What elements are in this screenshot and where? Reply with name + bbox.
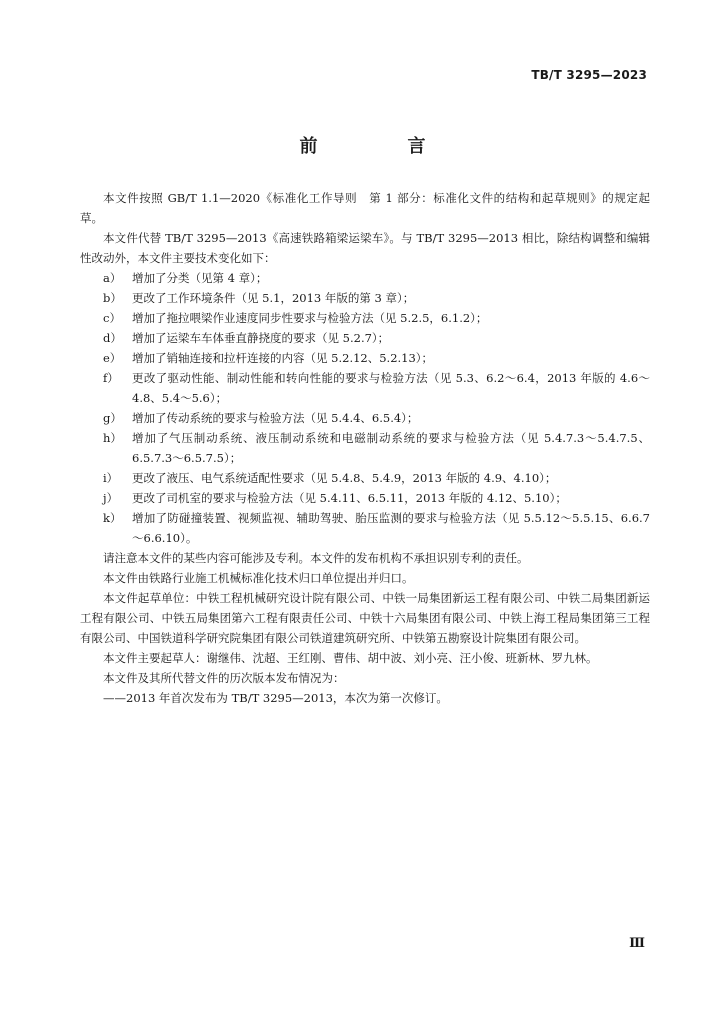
list-item-text: 增加了销轴连接和拉杆连接的内容（见 5.2.12、5.2.13）； (132, 351, 434, 365)
list-marker: j） (103, 491, 119, 505)
paragraph-drafting-units: 本文件起草单位：中铁工程机械研究设计院有限公司、中铁一局集团新运工程有限公司、中铁二局集团新运工程有限公司、中铁五局集团第六工程有限责任公司、中铁十六局集团有限公司、中铁上海工程局集团第三工程有限公司、中国铁道科学研究院集团有限公司铁道建筑研究所、中铁第五勘察设计院集团有限公司。 (80, 591, 650, 645)
list-item-text: 更改了司机室的要求与检验方法（见 5.4.11、6.5.11，2013 年版的 4.12、5.10）； (132, 491, 567, 505)
list-item (80, 468, 650, 488)
list-item (80, 368, 650, 408)
list-marker: d） (103, 331, 122, 345)
list-marker: h） (103, 431, 122, 445)
list-marker: k） (103, 511, 122, 525)
paragraph-patent-notice: 请注意本文件的某些内容可能涉及专利。本文件的发布机构不承担识别专利的责任。 (103, 551, 529, 565)
list-item (80, 428, 650, 468)
paragraph-history-line: ——2013 年首次发布为 TB/T 3295—2013，本次为第一次修订。 (103, 691, 448, 705)
list-item (80, 308, 650, 328)
list-item-text: 增加了运梁车车体垂直静挠度的要求（见 5.2.7）； (132, 331, 390, 345)
list-item (80, 348, 650, 368)
list-item-text: 增加了防碰撞装置、视频监视、辅助驾驶、胎压监测的要求与检验方法（见 5.5.12～5.5.15、6.6.7～6.6.10）。 (132, 511, 650, 545)
list-marker: i） (103, 471, 119, 485)
list-item (80, 488, 650, 508)
list-marker: f） (103, 371, 119, 385)
paragraph-proposer: 本文件由铁路行业施工机械标准化技术归口单位提出并归口。 (103, 571, 414, 585)
list-marker: g） (103, 411, 122, 425)
paragraph-drafting-basis: 本文件按照 GB/T 1.1—2020《标准化工作导则 第 1 部分：标准化文件的结构和起草规则》的规定起草。 (80, 191, 650, 225)
page-title: 前 言 (299, 136, 462, 157)
paragraph-drafters: 本文件主要起草人：谢继伟、沈超、王红刚、曹伟、胡中波、刘小亮、汪小俊、班新林、罗九林。 (103, 651, 598, 665)
list-item-text: 更改了工作环境条件（见 5.1，2013 年版的第 3 章）； (132, 291, 415, 305)
list-item-text: 更改了驱动性能、制动性能和转向性能的要求与检验方法（见 5.3、6.2～6.4，2013 年版的 4.6～4.8、5.4～5.6）； (132, 371, 650, 405)
list-item-text: 增加了传动系统的要求与检验方法（见 5.4.4、6.5.4）； (132, 411, 419, 425)
document-body (80, 188, 650, 708)
list-marker: e） (103, 351, 122, 365)
list-item (80, 508, 650, 548)
list-item (80, 328, 650, 348)
list-item-text: 增加了拖拉喂梁作业速度同步性要求与检验方法（见 5.2.5，6.1.2）； (132, 311, 488, 325)
list-item-text: 更改了液压、电气系统适配性要求（见 5.4.8、5.4.9，2013 年版的 4.9、4.10）； (132, 471, 557, 485)
page-number: Ⅲ (629, 936, 645, 951)
list-marker: a） (103, 271, 122, 285)
list-item (80, 408, 650, 428)
changes-list (80, 268, 650, 548)
list-item-text: 增加了分类（见第 4 章）； (132, 271, 268, 285)
list-marker: c） (103, 311, 121, 325)
list-item-text: 增加了气压制动系统、液压制动系统和电磁制动系统的要求与检验方法（见 5.4.7.3～5.4.7.5、6.5.7.3～6.5.7.5）； (132, 431, 650, 465)
standard-code-header: TB/T 3295—2023 (531, 68, 647, 82)
list-item (80, 288, 650, 308)
list-item (80, 268, 650, 288)
paragraph-history-intro: 本文件及其所代替文件的历次版本发布情况为： (103, 671, 345, 685)
paragraph-replacement: 本文件代替 TB/T 3295—2013《高速铁路箱梁运梁车》。与 TB/T 3295—2013 相比，除结构调整和编辑性改动外，本文件主要技术变化如下： (80, 231, 650, 265)
list-marker: b） (103, 291, 122, 305)
